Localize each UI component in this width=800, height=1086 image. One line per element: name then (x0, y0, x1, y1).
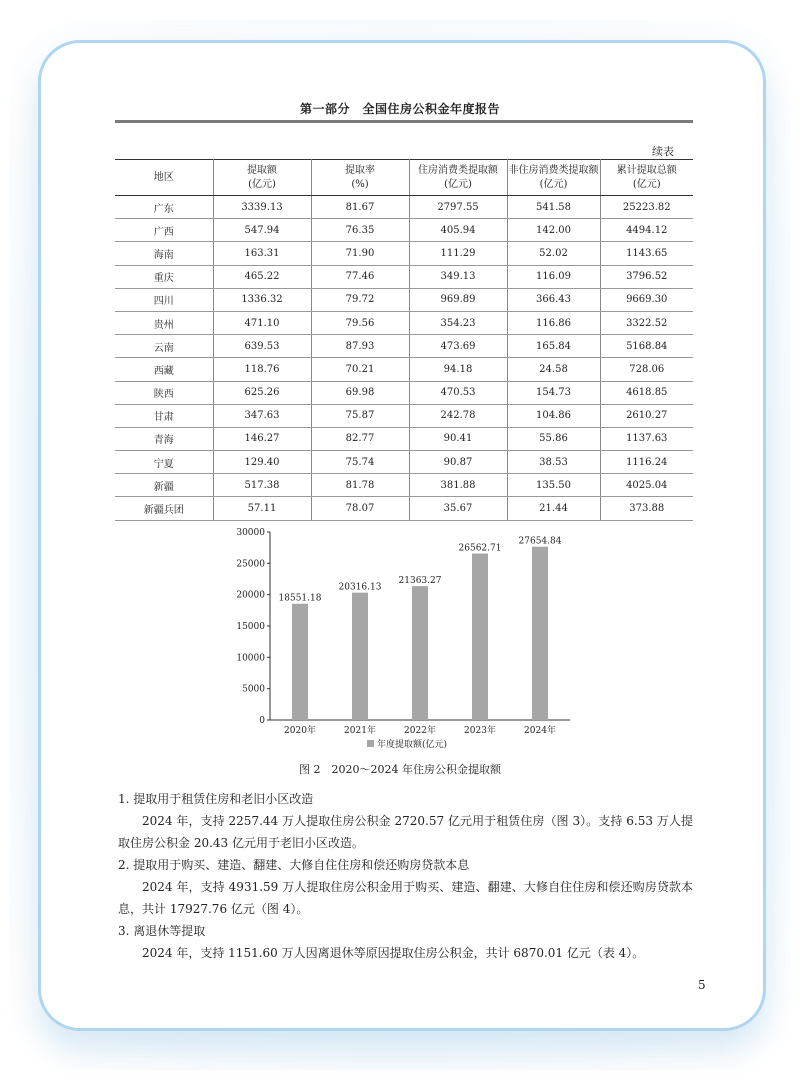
value-cell: 116.86 (507, 311, 600, 334)
region-cell: 广东 (115, 196, 213, 219)
withdrawal-table (115, 159, 693, 521)
value-cell: 81.67 (311, 196, 409, 219)
table-row (115, 404, 693, 427)
x-category-label: 2021年 (344, 726, 376, 736)
value-cell: 473.69 (409, 335, 507, 358)
value-cell: 90.87 (409, 451, 507, 474)
value-cell: 55.86 (507, 427, 600, 450)
value-cell: 52.02 (507, 242, 600, 265)
value-cell: 405.94 (409, 219, 507, 242)
y-tick-label: 20000 (236, 590, 265, 601)
region-cell: 广西 (115, 219, 213, 242)
value-cell: 366.43 (507, 288, 600, 311)
value-cell: 2797.55 (409, 196, 507, 219)
bar-value-label: 21363.27 (398, 576, 442, 587)
value-cell: 163.31 (213, 242, 311, 265)
value-cell: 146.27 (213, 427, 311, 450)
running-header: 第一部分 全国住房公积金年度报告 (299, 102, 500, 116)
y-tick-label: 25000 (236, 559, 265, 570)
value-cell: 90.41 (409, 427, 507, 450)
bar-value-label: 20316.13 (338, 582, 382, 593)
table-row (115, 451, 693, 474)
x-category-label: 2022年 (404, 726, 436, 736)
withdrawal-bar-chart (230, 520, 570, 755)
value-cell: 135.50 (507, 474, 600, 497)
value-cell: 2610.27 (600, 404, 693, 427)
value-cell: 82.77 (311, 427, 409, 450)
bar (352, 593, 368, 720)
region-cell: 新疆兵团 (115, 497, 213, 520)
value-cell: 639.53 (213, 335, 311, 358)
value-cell: 116.09 (507, 265, 600, 288)
region-cell: 重庆 (115, 265, 213, 288)
table-row (115, 427, 693, 450)
figure-caption: 图 2 2020～2024 年住房公积金提取额 (299, 763, 501, 776)
value-cell: 381.88 (409, 474, 507, 497)
table-row (115, 288, 693, 311)
region-cell: 四川 (115, 288, 213, 311)
value-cell: 21.44 (507, 497, 600, 520)
value-cell: 111.29 (409, 242, 507, 265)
bar-value-label: 26562.71 (458, 543, 502, 554)
value-cell: 3322.52 (600, 311, 693, 334)
value-cell: 1336.32 (213, 288, 311, 311)
table-row (115, 381, 693, 404)
column-header: 地区 (115, 160, 213, 196)
value-cell: 1116.24 (600, 451, 693, 474)
value-cell: 104.86 (507, 404, 600, 427)
y-tick-label: 5000 (242, 684, 265, 695)
header-rule (115, 120, 693, 123)
x-category-label: 2020年 (284, 726, 316, 736)
legend-label: 年度提取额(亿元) (377, 740, 448, 750)
region-cell: 新疆 (115, 474, 213, 497)
y-tick-label: 0 (259, 716, 265, 726)
value-cell: 79.72 (311, 288, 409, 311)
value-cell: 347.63 (213, 404, 311, 427)
value-cell: 9669.30 (600, 288, 693, 311)
region-cell: 海南 (115, 242, 213, 265)
value-cell: 541.58 (507, 196, 600, 219)
value-cell: 81.78 (311, 474, 409, 497)
value-cell: 547.94 (213, 219, 311, 242)
x-category-label: 2023年 (464, 726, 496, 736)
value-cell: 625.26 (213, 381, 311, 404)
table-row (115, 265, 693, 288)
region-cell: 甘肃 (115, 404, 213, 427)
table-row (115, 497, 693, 520)
y-tick-label: 15000 (236, 622, 265, 632)
value-cell: 76.35 (311, 219, 409, 242)
column-header: 非住房消费类提取额 (亿元) (507, 160, 600, 196)
y-tick-label: 30000 (236, 528, 265, 538)
region-cell: 陕西 (115, 381, 213, 404)
value-cell: 69.98 (311, 381, 409, 404)
value-cell: 79.56 (311, 311, 409, 334)
column-header: 住房消费类提取额 (亿元) (409, 160, 507, 196)
value-cell: 465.22 (213, 265, 311, 288)
value-cell: 71.90 (311, 242, 409, 265)
table-row (115, 311, 693, 334)
bar (532, 547, 548, 720)
value-cell: 1143.65 (600, 242, 693, 265)
paragraph-3: 2024 年，支持 1151.60 万人因离退休等原因提取住房公积金，共计 6870.01 亿元（表 4）。 (142, 946, 645, 960)
region-cell: 贵州 (115, 311, 213, 334)
column-header: 提取率 (%) (311, 160, 409, 196)
value-cell: 129.40 (213, 451, 311, 474)
table-header-row (115, 160, 693, 196)
value-cell: 5168.84 (600, 335, 693, 358)
paragraph-2: 2024 年，支持 4931.59 万人提取住房公积金用于购买、建造、翻建、大修自住住房和偿还购房贷款本息，共计 17927.76 亿元（图 4）。 (118, 880, 693, 916)
section-heading-2: 2. 提取用于购买、建造、翻建、大修自住住房和偿还购房贷款本息 (118, 858, 470, 872)
value-cell: 57.11 (213, 497, 311, 520)
page-number: 5 (698, 978, 706, 992)
column-header: 提取额 (亿元) (213, 160, 311, 196)
section-heading-3: 3. 离退休等提取 (118, 924, 206, 938)
value-cell: 1137.63 (600, 427, 693, 450)
table-row (115, 219, 693, 242)
value-cell: 3796.52 (600, 265, 693, 288)
value-cell: 471.10 (213, 311, 311, 334)
value-cell: 4025.04 (600, 474, 693, 497)
value-cell: 38.53 (507, 451, 600, 474)
value-cell: 470.53 (409, 381, 507, 404)
value-cell: 728.06 (600, 358, 693, 381)
bar-value-label: 18551.18 (278, 593, 322, 604)
bar (292, 604, 308, 720)
bar-value-label: 27654.84 (518, 536, 562, 547)
value-cell: 4494.12 (600, 219, 693, 242)
value-cell: 35.67 (409, 497, 507, 520)
bar (472, 554, 488, 720)
value-cell: 24.58 (507, 358, 600, 381)
value-cell: 94.18 (409, 358, 507, 381)
table-body (115, 196, 693, 521)
paragraph-1: 2024 年，支持 2257.44 万人提取住房公积金 2720.57 亿元用于租赁住房（图 3）。支持 6.53 万人提取住房公积金 20.43 亿元用于老旧小区改造。 (118, 814, 693, 850)
region-cell: 青海 (115, 427, 213, 450)
region-cell: 宁夏 (115, 451, 213, 474)
value-cell: 77.46 (311, 265, 409, 288)
table-row (115, 196, 693, 219)
table-continued-label: 续表 (652, 145, 674, 158)
value-cell: 75.87 (311, 404, 409, 427)
region-cell: 西藏 (115, 358, 213, 381)
value-cell: 118.76 (213, 358, 311, 381)
value-cell: 349.13 (409, 265, 507, 288)
value-cell: 87.93 (311, 335, 409, 358)
value-cell: 154.73 (507, 381, 600, 404)
section-heading-1: 1. 提取用于租赁住房和老旧小区改造 (118, 792, 314, 806)
legend-swatch (367, 740, 374, 747)
value-cell: 142.00 (507, 219, 600, 242)
value-cell: 373.88 (600, 497, 693, 520)
value-cell: 78.07 (311, 497, 409, 520)
region-cell: 云南 (115, 335, 213, 358)
table-row (115, 358, 693, 381)
value-cell: 969.89 (409, 288, 507, 311)
table-row (115, 242, 693, 265)
value-cell: 517.38 (213, 474, 311, 497)
value-cell: 4618.85 (600, 381, 693, 404)
value-cell: 354.23 (409, 311, 507, 334)
x-category-label: 2024年 (524, 726, 556, 736)
y-tick-label: 10000 (236, 653, 265, 664)
table-row (115, 474, 693, 497)
value-cell: 75.74 (311, 451, 409, 474)
column-header: 累计提取总额 (亿元) (600, 160, 693, 196)
bar (412, 586, 428, 720)
value-cell: 25223.82 (600, 196, 693, 219)
value-cell: 242.78 (409, 404, 507, 427)
table-row (115, 335, 693, 358)
value-cell: 70.21 (311, 358, 409, 381)
value-cell: 3339.13 (213, 196, 311, 219)
value-cell: 165.84 (507, 335, 600, 358)
